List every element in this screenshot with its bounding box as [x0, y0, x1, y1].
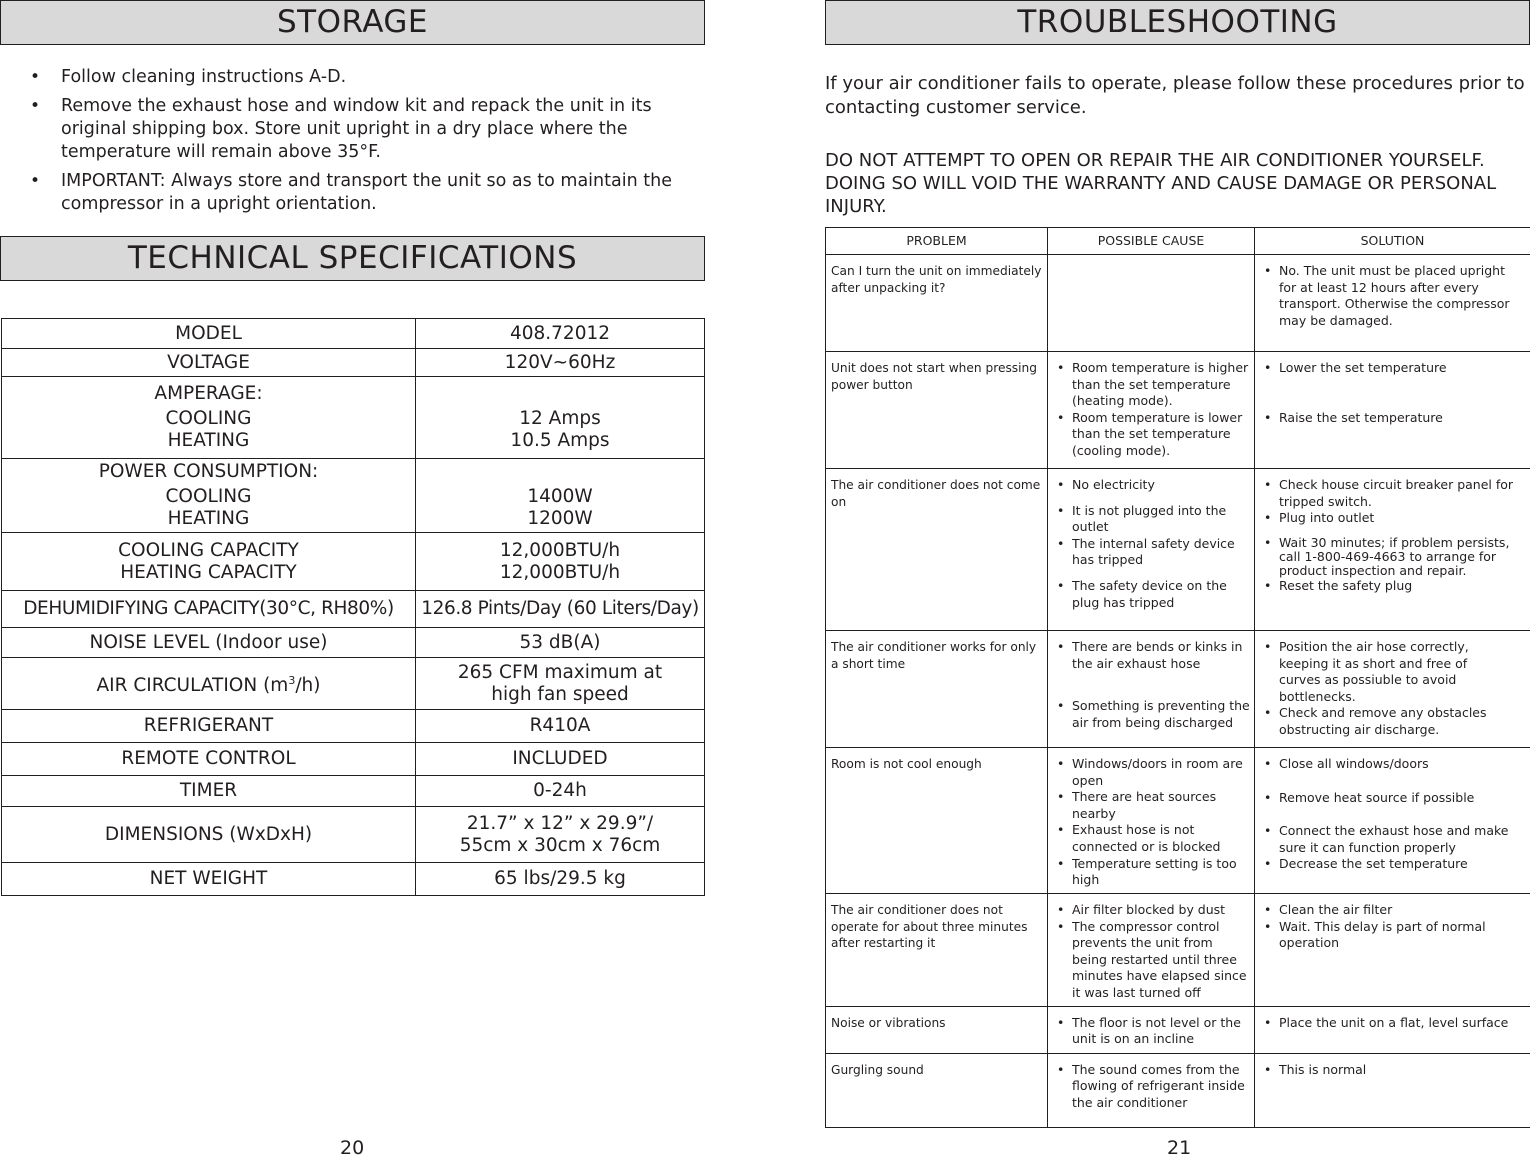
spec-row [2, 459, 705, 533]
spec-row [2, 377, 705, 459]
list-item: • Air filter blocked by dust [1053, 902, 1250, 919]
list-item: • It is not plugged into the outlet [1053, 503, 1250, 536]
list-item: • The sound comes from the flowing of refrigerant inside the air conditioner [1053, 1062, 1250, 1112]
spec-key: COOLING CAPACITY HEATING CAPACITY [2, 533, 416, 591]
list-item: • No electricity [1053, 477, 1250, 494]
spec-value: 65 lbs/29.5 kg [416, 863, 705, 896]
list-item: • Raise the set temperature [1260, 410, 1526, 427]
list-item: • There are bends or kinks in the air exhaust hose [1053, 639, 1250, 672]
list-item: • Check and remove any obstacles obstructing air discharge. [1260, 705, 1526, 738]
spec-key: POWER CONSUMPTION: COOLING HEATING [2, 459, 416, 533]
spec-row [2, 591, 705, 628]
important-label: IMPORTANT [61, 171, 160, 191]
problem-cell: Room is not cool enough [826, 748, 1048, 894]
table-row [826, 894, 1530, 1007]
list-item: • Check house circuit breaker panel for tripped switch. [1260, 477, 1526, 510]
spec-key: MODEL [2, 319, 416, 349]
list-item: • There are heat sources nearby [1053, 789, 1250, 822]
spec-row [2, 776, 705, 807]
cause-cell [1048, 1053, 1255, 1127]
cause-cell [1048, 1006, 1255, 1053]
problem-cell: Unit does not start when pressing power button [826, 352, 1048, 469]
list-item: • Plug into outlet [1260, 510, 1526, 527]
troubleshooting-title: TROUBLESHOOTING [825, 0, 1530, 45]
spec-row [2, 319, 705, 349]
cause-cell [1048, 255, 1255, 352]
problem-cell: Noise or vibrations [826, 1006, 1048, 1053]
cause-cell [1048, 894, 1255, 1007]
spec-key: AMPERAGE: COOLING HEATING [2, 377, 416, 459]
spec-key: VOLTAGE [2, 349, 416, 377]
table-row [826, 352, 1530, 469]
list-item: • No. The unit must be placed upright for at least 12 hours after every transport. Otherwise the compressor may be damaged. [1260, 263, 1526, 329]
list-item: • Something is preventing the air from being discharged [1053, 698, 1250, 731]
table-row [826, 631, 1530, 748]
list-item: • Wait. This delay is part of normal operation [1260, 919, 1526, 952]
spec-key: REFRIGERANT [2, 710, 416, 743]
table-row [826, 469, 1530, 631]
list-item: • Lower the set temperature [1260, 360, 1526, 377]
page-number-right: 21 [1167, 1137, 1192, 1155]
problem-cell: The air conditioner does not operate for about three minutes after restarting it [826, 894, 1048, 1007]
problem-cell: The air conditioner works for only a short time [826, 631, 1048, 748]
storage-item: • Remove the exhaust hose and window kit and repack the unit in its original shipping box. Store unit upright in a dry place where the temperature will remain above 35°F. [30, 95, 710, 164]
list-item: • Windows/doors in room are open [1053, 756, 1250, 789]
spec-row [2, 807, 705, 863]
spec-row [2, 710, 705, 743]
spec-value: 408.72012 [416, 319, 705, 349]
spec-value: INCLUDED [416, 743, 705, 776]
list-item: • This is normal [1260, 1062, 1526, 1079]
spec-row [2, 743, 705, 776]
list-item: • Decrease the set temperature [1260, 856, 1526, 873]
solution-cell [1255, 255, 1530, 352]
table-row [826, 1053, 1530, 1127]
list-item: • Place the unit on a flat, level surface [1260, 1015, 1526, 1032]
list-item: • The floor is not level or the unit is on an incline [1053, 1015, 1250, 1048]
spec-key: DIMENSIONS (WxDxH) [2, 807, 416, 863]
spec-value: 53 dB(A) [416, 628, 705, 658]
list-item: • The safety device on the plug has tripped [1053, 578, 1250, 611]
solution-cell [1255, 352, 1530, 469]
header-cause: POSSIBLE CAUSE [1048, 228, 1255, 255]
spec-key: NOISE LEVEL (Indoor use) [2, 628, 416, 658]
spec-row [2, 628, 705, 658]
table-row [826, 748, 1530, 894]
troubleshooting-warning: DO NOT ATTEMPT TO OPEN OR REPAIR THE AIR CONDITIONER YOURSELF. DOING SO WILL VOID THE WARRANTY AND CAUSE DAMAGE OR PERSONAL INJURY. [825, 150, 1497, 217]
list-item: • Remove heat source if possible [1260, 790, 1526, 807]
troubleshooting-table [825, 227, 1530, 1128]
spec-value: 12,000BTU/h 12,000BTU/h [416, 533, 705, 591]
list-item: • Wait 30 minutes; if problem persists, call 1-800-469-4663 to arrange for product inspection and repair. [1260, 536, 1526, 578]
list-item: • The internal safety device has tripped [1053, 536, 1250, 569]
cause-cell [1048, 748, 1255, 894]
spec-table [1, 318, 705, 896]
list-item: • Connect the exhaust hose and make sure it can function properly [1260, 823, 1526, 856]
problem-cell: The air conditioner does not come on [826, 469, 1048, 631]
list-item: • Room temperature is lower than the set temperature (cooling mode). [1053, 410, 1250, 460]
cause-cell [1048, 631, 1255, 748]
list-item: • The compressor control prevents the unit from being restarted until three minutes have elapsed since it was last turned off [1053, 919, 1250, 1002]
table-row [826, 1006, 1530, 1053]
list-item: • Position the air hose correctly, keeping it as short and free of curves as possiuble to avoid bottlenecks. [1260, 639, 1526, 705]
spec-row [2, 658, 705, 710]
spec-key: NET WEIGHT [2, 863, 416, 896]
spec-value: 0-24h [416, 776, 705, 807]
storage-list [30, 66, 710, 222]
header-problem: PROBLEM [826, 228, 1048, 255]
specs-title: TECHNICAL SPECIFICATIONS [0, 236, 705, 281]
cause-cell [1048, 469, 1255, 631]
list-item: • Close all windows/doors [1260, 756, 1526, 773]
list-item: • Exhaust hose is not connected or is blocked [1053, 822, 1250, 855]
problem-cell: Can I turn the unit on immediately after unpacking it? [826, 255, 1048, 352]
solution-cell [1255, 631, 1530, 748]
list-item: • Reset the safety plug [1260, 578, 1526, 595]
spec-value: 1400W 1200W [416, 459, 705, 533]
header-solution: SOLUTION [1255, 228, 1530, 255]
spec-key: DEHUMIDIFYING CAPACITY(30°C, RH80%) [2, 591, 416, 628]
spec-key: AIR CIRCULATION $(m^3/h)$ [2, 658, 416, 710]
page-number-left: 20 [340, 1137, 365, 1155]
spec-row [2, 863, 705, 896]
spec-value: 265 CFM maximum at high fan speed [416, 658, 705, 710]
spec-key: TIMER [2, 776, 416, 807]
solution-cell [1255, 1053, 1530, 1127]
spec-row [2, 349, 705, 377]
solution-cell [1255, 894, 1530, 1007]
storage-title: STORAGE [0, 0, 705, 45]
solution-cell [1255, 748, 1530, 894]
list-item: • Room temperature is higher than the set temperature (heating mode). [1053, 360, 1250, 410]
troubleshooting-intro: If your air conditioner fails to operate, please follow these procedures prior to contacting customer service. [825, 73, 1525, 118]
cause-cell [1048, 352, 1255, 469]
spec-value: R410A [416, 710, 705, 743]
list-item: • Temperature setting is too high [1053, 856, 1250, 889]
spec-value: 120V~60Hz [416, 349, 705, 377]
spec-value: 21.7” x 12” x 29.9”/ 55cm x 30cm x 76cm [416, 807, 705, 863]
table-row [826, 255, 1530, 352]
storage-item: • IMPORTANT: Always store and transport the unit so as to maintain the compressor in a upright orientation. [30, 170, 710, 216]
spec-value: 126.8 Pints/Day (60 Liters/Day) [416, 591, 705, 628]
spec-value: 12 Amps 10.5 Amps [416, 377, 705, 459]
problem-cell: Gurgling sound [826, 1053, 1048, 1127]
solution-cell [1255, 469, 1530, 631]
spec-row [2, 533, 705, 591]
spec-key: REMOTE CONTROL [2, 743, 416, 776]
solution-cell [1255, 1006, 1530, 1053]
list-item: • Clean the air filter [1260, 902, 1526, 919]
table-header-row [826, 228, 1530, 255]
storage-item: • Follow cleaning instructions A-D. [30, 66, 710, 89]
